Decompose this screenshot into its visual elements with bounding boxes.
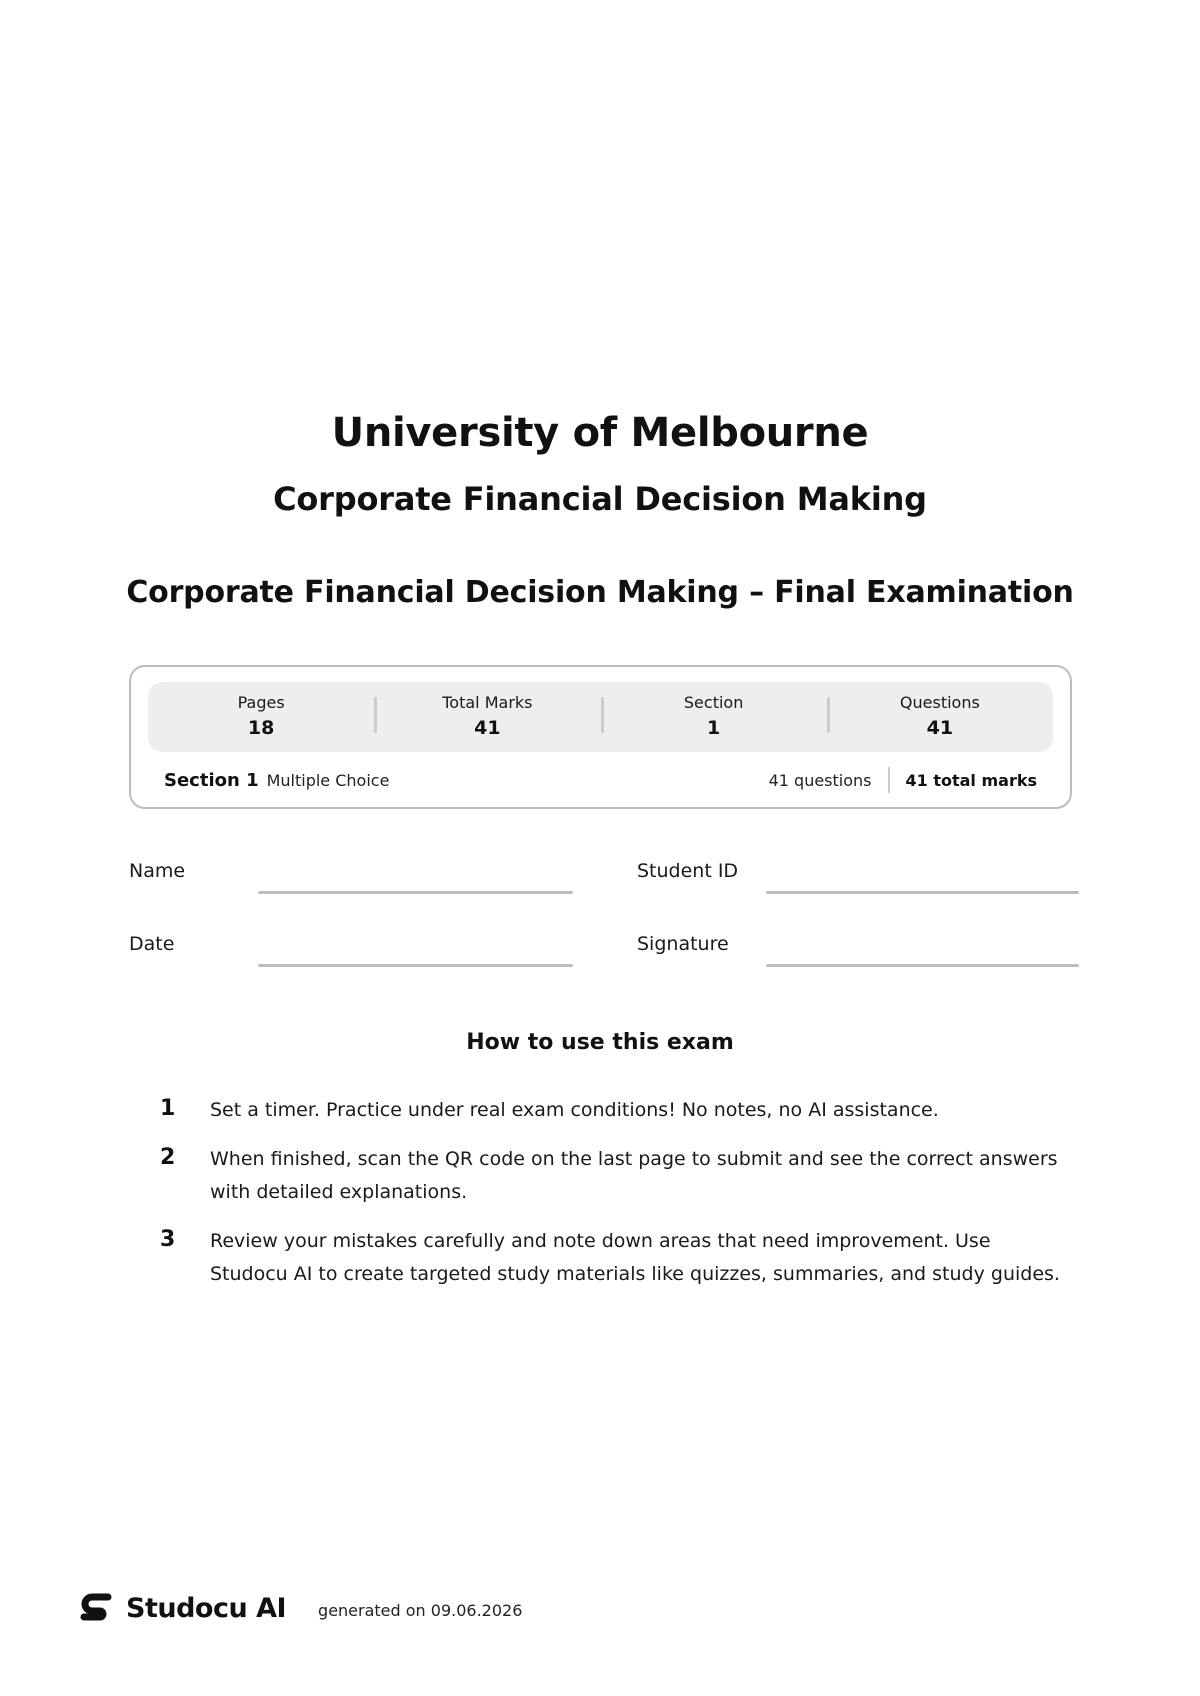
exam-stats <box>148 682 1053 752</box>
instructions-title: How to use this exam <box>466 1030 734 1055</box>
divider <box>888 767 890 793</box>
exam-summary-card <box>129 665 1072 809</box>
stat-total-marks <box>374 693 600 741</box>
instruction-step <box>160 1225 1060 1291</box>
section-summary-row <box>164 768 1037 792</box>
generated-date: generated on 09.06.2026 <box>318 1600 523 1620</box>
studocu-logo-icon <box>78 1590 114 1626</box>
step-number: 3 <box>160 1227 176 1252</box>
step-number: 1 <box>160 1096 176 1121</box>
instruction-step <box>160 1143 1060 1209</box>
stat-label: Section <box>683 693 744 712</box>
course-title: Corporate Financial Decision Making <box>273 480 927 518</box>
stat-value: 41 <box>474 717 501 739</box>
section-name: Section 1 <box>164 769 259 791</box>
stat-questions <box>827 693 1053 741</box>
stat-value: 41 <box>926 717 954 739</box>
stat-value: 18 <box>247 717 275 739</box>
step-text: Review your mistakes carefully and note down areas that need improvement. Use Studocu AI to create targeted study materials like quizzes, summaries, and study guides. <box>210 1230 1060 1285</box>
signature-field[interactable] <box>766 964 1079 967</box>
student-id-field[interactable] <box>766 891 1079 894</box>
stat-section <box>601 693 827 741</box>
stat-value: 1 <box>707 717 721 739</box>
footer <box>78 1588 522 1628</box>
student-id-label: Student ID <box>637 860 739 882</box>
step-text: Set a timer. Practice under real exam conditions! No notes, no AI assistance. <box>210 1099 939 1121</box>
stat-label: Questions <box>899 693 980 712</box>
stat-label: Total Marks <box>442 693 533 712</box>
university-title: University of Melbourne <box>331 410 869 456</box>
stat-pages <box>148 693 374 741</box>
name-field[interactable] <box>258 891 573 894</box>
step-number: 2 <box>160 1145 176 1170</box>
stat-label: Pages <box>237 693 285 712</box>
signature-label: Signature <box>637 933 729 955</box>
date-label: Date <box>129 933 175 955</box>
section-total-marks: 41 total marks <box>905 770 1037 790</box>
step-text: When finished, scan the QR code on the last page to submit and see the correct answers with detailed explanations. <box>210 1148 1058 1203</box>
date-field[interactable] <box>258 964 573 967</box>
instruction-step <box>160 1094 1060 1127</box>
name-label: Name <box>129 860 186 882</box>
section-question-count: 41 questions <box>768 770 872 790</box>
exam-title: Corporate Financial Decision Making – Final Examination <box>126 575 1074 610</box>
brand-name: Studocu AI <box>126 1592 287 1624</box>
section-type: Multiple Choice <box>266 770 390 790</box>
